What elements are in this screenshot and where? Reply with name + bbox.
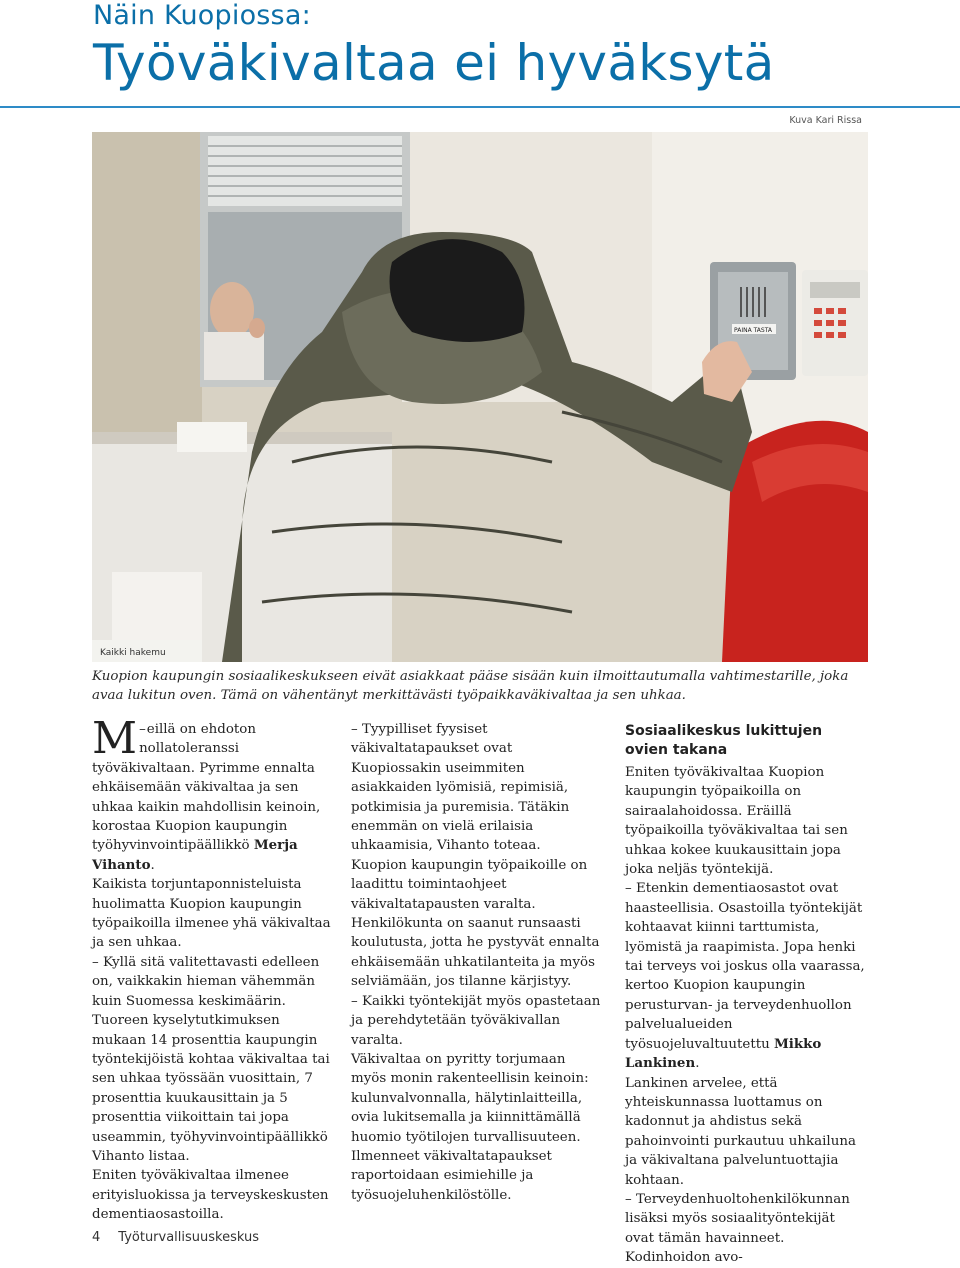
paragraph: Eniten työväkivaltaa ilmenee erityisluokissa ja terveyskeskusten dementiaosastoilla.: [92, 1168, 329, 1223]
article-photo: [92, 132, 868, 662]
photo-caption: Kuopion kaupungin sosiaalikeskukseen eivät asiakkaat pääse sisään kuin ilmoittautumalla vahtimestarille, joka avaa lukitun oven. Tämä on vähentänyt merkittävästi työpaikkaväkivaltaa ja sen uhkaa.: [92, 669, 849, 703]
paragraph-end: .: [695, 1056, 700, 1072]
page-title: Työväkivaltaa ei hyväksytä: [93, 34, 775, 92]
publication-name: Työturvallisuuskeskus: [118, 1230, 260, 1245]
person-name: Mikko Lankinen: [625, 1035, 822, 1072]
paragraph-end: .: [150, 857, 155, 873]
paragraph: – Kaikki työntekijät myös opastetaan ja perehdytetään työväkivallan varalta.: [351, 993, 601, 1048]
paragraph-text: eillä on ehdoton nollatoleranssi työväkivaltaan. Pyrimme ennalta ehkäisemään väkivaltaa ja sen uhkaa kaikin mahdollisin keinoin, korostaa Kuopion kaupungin työhyvinvointipäällikkö: [92, 722, 321, 854]
paragraph: – Kyllä sitä valitettavasti edelleen on, vaikkakin hieman vähemmän kuin Suomessa keskimäärin. Tuoreen kyselytutkimuksen mukaan 14 prosenttia kaupungin työntekijöistä kohtaa väkivaltaa tai sen uhkaa työssään vuosittain, 7 prosenttia kuukausittain ja 5 prosenttia viikoittain tai jopa useammin, työhyvinvointipäällikkö Vihanto listaa.: [92, 954, 330, 1164]
paragraph: Väkivaltaa on pyritty torjumaan myös monin rakenteellisin keinoin: kulunvalvonnalla, hälytinlaitteilla, ovia lukitsemalla ja kiinnittämällä huomio työtilojen turvallisuuteen.: [351, 1051, 589, 1145]
paragraph: – Terveydenhuoltohenkilökunnan lisäksi myös sosiaalityöntekijät ovat tämän havainneet. Kodinhoidon avo-: [625, 1191, 850, 1266]
counter-sign: Kaikki hakemu: [100, 648, 166, 658]
paragraph: Lankinen arvelee, että yhteiskunnassa luottamus on kadonnut ja ahdistus sekä pahoinvointi purkautuu uhkailuna ja väkivaltana palveluntuottajia kohtaan.: [625, 1075, 856, 1188]
dash: –: [139, 722, 146, 737]
page-footer: [92, 1230, 259, 1245]
section-title: Sosiaalikeskus lukittujen ovien takana: [625, 723, 823, 758]
paragraph: Ilmenneet väkivaltatapaukset raportoidaan esimiehille ja työsuojeluhenkilöstölle.: [351, 1148, 552, 1203]
photo-credit: Kuva Kari Rissa: [789, 115, 862, 126]
header-rule: [0, 106, 960, 108]
article-column-2: [351, 720, 601, 1205]
paragraph: Eniten työväkivaltaa Kuopion kaupungin työpaikoilla on sairaalahoidossa. Eräillä työpaikoilla työväkivaltaa tai sen uhkaa kokee kuukausittain jopa joka neljäs työntekijä.: [625, 765, 848, 878]
paragraph-text: – Etenkin dementiaosastot ovat haasteellisia. Osastoilla työntekijät kohtaavat kiinni tarttumista, lyömistä ja raapimista. Jopa henki tai terveys voi joskus olla vaarassa, kertoo Kuopion kaupungin perusturvan- ja terveydenhuollon palvelualueiden työsuojeluvaltuutettu: [625, 881, 865, 1052]
person-name: Merja Vihanto: [92, 837, 298, 873]
drop-cap: M: [92, 713, 138, 764]
page-number: 4: [92, 1230, 101, 1245]
paragraph: – Tyypilliset fyysiset väkivaltatapaukset ovat Kuopiossakin useimmiten asiakkaiden lyömisiä, repimisiä, potkimisia ja puremisia. Tätäkin enemmän on vielä erilaisia uhkaamisia, Vihanto toteaa.: [351, 722, 570, 854]
photo-illustration: [92, 132, 868, 662]
paragraph: [92, 713, 334, 875]
paragraph: Kuopion kaupungin työpaikoille on laadittu toimintaohjeet väkivaltatapausten varalta. Henkilökunta on saanut runsaasti koulutusta, jotta he pystyvät ennalta ehkäisemään uhkatilanteita ja myös selviämään, jos tilanne kärjistyy.: [351, 857, 600, 990]
paragraph: [625, 879, 868, 1073]
article-column-3: [625, 722, 868, 1268]
paragraph: Kaikista torjuntaponnisteluista huolimatta Kuopion kaupungin työpaikoilla ilmenee yhä väkivaltaa ja sen uhkaa.: [92, 877, 331, 951]
intercom-sign: PAINA TASTA: [734, 327, 773, 334]
kicker: Näin Kuopiossa:: [93, 0, 311, 31]
article-column-1: [92, 713, 334, 1225]
